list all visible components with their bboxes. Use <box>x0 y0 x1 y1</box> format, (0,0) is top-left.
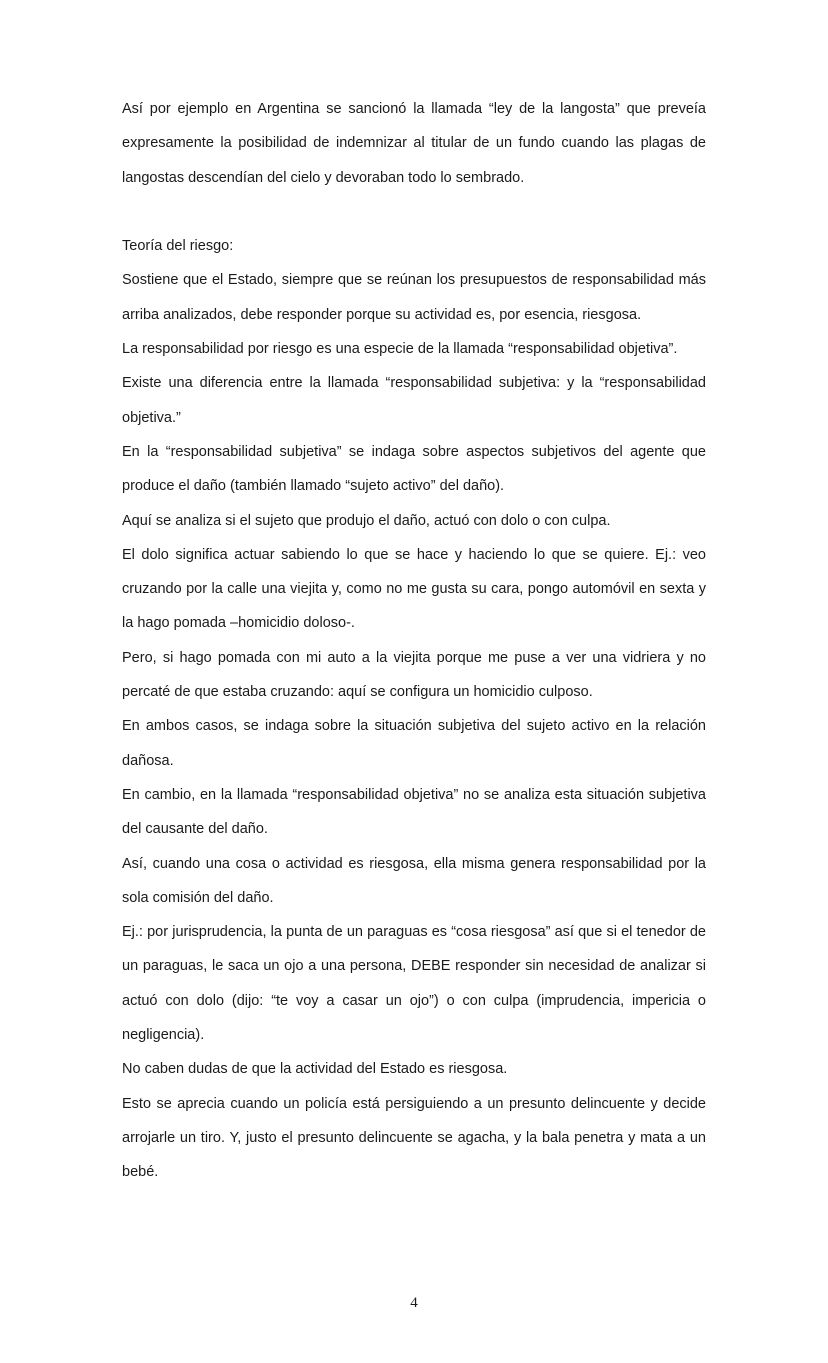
body-text <box>122 92 706 1190</box>
page-number: 4 <box>410 1295 418 1311</box>
paragraph: Así por ejemplo en Argentina se sancionó la llamada “ley de la langosta” que preveía expresamente la posibilidad de indemnizar al titular de un fundo cuando las plagas de langostas descendían del cielo y devoraban todo lo sembrado. <box>122 101 706 186</box>
paragraph: Existe una diferencia entre la llamada “responsabilidad subjetiva: y la “responsabilidad objetiva.” <box>122 375 706 426</box>
paragraph: En ambos casos, se indaga sobre la situación subjetiva del sujeto activo en la relación dañosa. <box>122 718 706 769</box>
paragraph: Sostiene que el Estado, siempre que se reúnan los presupuestos de responsabilidad más arriba analizados, debe responder porque su actividad es, por esencia, riesgosa. <box>122 272 706 323</box>
paragraph: En cambio, en la llamada “responsabilidad objetiva” no se analiza esta situación subjetiva del causante del daño. <box>122 786 706 838</box>
paragraph: Así, cuando una cosa o actividad es riesgosa, ella misma genera responsabilidad por la sola comisión del daño. <box>122 855 706 906</box>
paragraph: La responsabilidad por riesgo es una especie de la llamada “responsabilidad objetiva”. <box>122 341 678 358</box>
paragraph: Aquí se analiza si el sujeto que produjo el daño, actuó con dolo o con culpa. <box>122 512 611 529</box>
paragraph: Esto se aprecia cuando un policía está persiguiendo a un presunto delincuente y decide arrojarle un tiro. Y, justo el presunto delincuente se agacha, y la bala penetra y mata a un bebé. <box>122 1095 706 1181</box>
paragraph: No caben dudas de que la actividad del Estado es riesgosa. <box>122 1061 508 1078</box>
section-heading: Teoría del riesgo: <box>122 238 234 255</box>
paragraph: El dolo significa actuar sabiendo lo que se hace y haciendo lo que se quiere. Ej.: veo cruzando por la calle una viejita y, como no me gusta su cara, pongo automóvil en sexta y la hago pomada –homicidio doloso-. <box>122 546 706 632</box>
paragraph: En la “responsabilidad subjetiva” se indaga sobre aspectos subjetivos del agente que produce el daño (también llamado “sujeto activo” del daño). <box>122 443 706 495</box>
paragraph: Ej.: por jurisprudencia, la punta de un paraguas es “cosa riesgosa” así que si el tenedor de un paraguas, le saca un ojo a una persona, DEBE responder sin necesidad de analizar si actuó con dolo (dijo: “te voy a casar un ojo”) o con culpa (imprudencia, impericia o negligencia). <box>122 924 706 1044</box>
paragraph-gap <box>122 195 706 229</box>
paragraph: Pero, si hago pomada con mi auto a la viejita porque me puse a ver una vidriera y no percaté de que estaba cruzando: aquí se configura un homicidio culposo. <box>122 649 706 701</box>
